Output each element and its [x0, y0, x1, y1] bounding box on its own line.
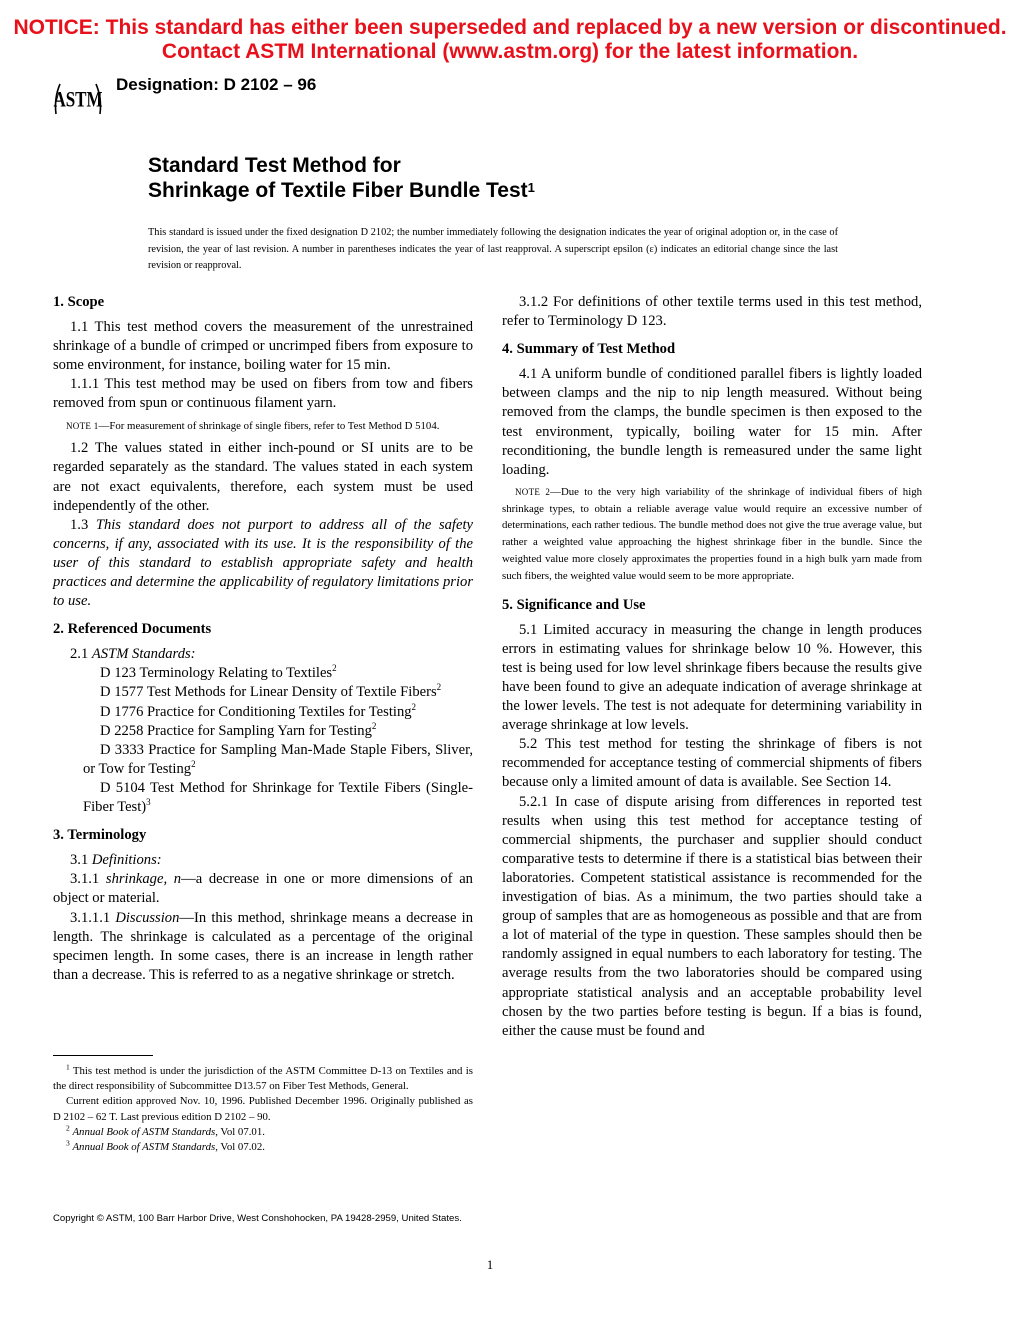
reference-item: D 5104 Test Method for Shrinkage for Textile Fibers (Single-Fiber Test)$^3$ [83, 779, 473, 816]
reference-item: D 3333 Practice for Sampling Man-Made Staple Fibers, Sliver, or Tow for Testing$^2$ [83, 741, 473, 777]
paragraph-4-1: 4.1 A uniform bundle of conditioned parallel fibers is lightly loaded between clamps and the nip to nip length measured. Without being removed from the clamps, the bundle specimen is then exposed to the test environment, typically, boiling water for 15 min. After reconditioning, the bundle length is remeasured under the same light loading. [502, 366, 922, 478]
paragraph-1-3: 1.3 This standard does not purport to address all of the safety concerns, if any, associated with its use. It is the responsibility of the user of this standard to establish appropriate safety and health practices and determine the applicability of regulatory limitations prior to use. [53, 516, 473, 610]
footnote-2: $^2$ Annual Book of ASTM Standards, Vol 07.01. [66, 1123, 265, 1138]
notice-line-2: Contact ASTM International (www.astm.org) for the latest information. [161, 40, 859, 63]
copyright: Copyright © ASTM, 100 Barr Harbor Drive, West Conshohocken, PA 19428-2959, United States. [53, 1213, 462, 1224]
section-heading-summary: 4. Summary of Test Method [502, 341, 676, 358]
paragraph-2-1: 2.1 ASTM Standards: [70, 646, 196, 663]
reference-item: D 123 Terminology Relating to Textiles$^2$ [100, 663, 337, 682]
paragraph-5-2-1: 5.2.1 In case of dispute arising from differences in reported test results when using this test method for acceptance testing of commercial shipments, the purchaser and supplier should conduct comparative tests to determine if there is a statistical bias between their laboratories. Competent statistical assistance is recommended for the investigation of bias. As a minimum, the two parties should take a group of samples that are as homogeneous as possible and that are from a lot of material of the type in question. These samples should then be randomly assigned in equal numbers to each laboratory for testing. The average results from the two laboratories should be compared using appropriate statistical analysis and an acceptable probability level chosen by the two parties before testing is begun. If a bias is found, either the cause must be found and [502, 793, 922, 1039]
footnote-3: $^3$ Annual Book of ASTM Standards, Vol 07.02. [66, 1138, 265, 1154]
footnote-rule [53, 1055, 153, 1056]
title-line-1: Standard Test Method for [148, 154, 401, 177]
paragraph-5-1: 5.1 Limited accuracy in measuring the change in length produces errors in estimating values for shrinkage below 10 %. However, this test is being used for low level shrinkage fibers because the results give have been found to give an adequate indication of average shrinkage at the lower levels. The test is not adequate for determining variability in average shrinkage at low levels. [502, 621, 922, 734]
title-footnote-mark: 1 [527, 180, 535, 195]
current-edition-note: Current edition approved Nov. 10, 1996. Published December 1996. Originally published as D 2102 – 62 T. Last previous edition D 2102 – 90. [53, 1095, 473, 1123]
astm-logo-icon [52, 78, 104, 118]
designation: Designation: D 2102 – 96 [116, 75, 317, 94]
note-2: NOTE 2—Due to the very high variability of the shrinkage of individual fibers of high shrinkage types, to obtain a reliable average value would require an excessive number of determinations, each rather tedious. The bundle method does not give the true average value, but rather a weighted value approaching the highest shrinkage fiber in the bundle. Since the weighted value more closely approximates the properties found in a high bulk yarn made from such fibers, the weighted value would seem to be more appropriate. [502, 485, 922, 582]
reference-item: D 1776 Practice for Conditioning Textiles for Testing$^2$ [100, 701, 417, 720]
section-heading-referenced-documents: 2. Referenced Documents [53, 621, 212, 638]
reference-item: D 2258 Practice for Sampling Yarn for Testing$^2$ [100, 720, 377, 739]
issue-statement: This standard is issued under the fixed designation D 2102; the number immediately following the designation indicates the year of original adoption or, in the case of revision, the year of last revision. A number in parentheses indicates the year of last reapproval. A superscript epsilon (ε) indicates an editorial change since the last revision or reapproval. [148, 227, 838, 271]
paragraph-3-1-1: 3.1.1 shrinkage, n—a decrease in one or more dimensions of an object or material. [53, 871, 473, 907]
section-heading-scope: 1. Scope [53, 294, 105, 310]
right-column [502, 293, 922, 1041]
page-number: 1 [486, 1257, 494, 1272]
paragraph-3-1: 3.1 Definitions: [70, 852, 162, 869]
reference-item: D 1577 Test Methods for Linear Density of Textile Fibers$^2$ [100, 682, 442, 701]
paragraph-3-1-1-1: 3.1.1.1 Discussion—In this method, shrinkage means a decrease in length. The shrinkage is calculated as a percentage of the original specimen length. In some cases, there is an increase in length rather than a decrease. This is referred to as a negative shrinkage or stretch. [53, 909, 474, 983]
section-heading-terminology: 3. Terminology [53, 827, 147, 844]
paragraph-1-1-1: 1.1.1 This test method may be used on fibers from tow and fibers removed from spun or continuous filament yarn. [53, 376, 473, 412]
paragraph-1-1: 1.1 This test method covers the measurement of the unrestrained shrinkage of a bundle of crimped or uncrimped fibers from exposure to some environment, for instance, boiling water for 15 min. [53, 319, 473, 374]
paragraph-3-1-2: 3.1.2 For definitions of other textile terms used in this test method, refer to Terminology D 123. [502, 294, 922, 330]
left-column [53, 293, 473, 985]
notice-line-1: NOTICE: This standard has either been superseded and replaced by a new version or discontinued. [13, 16, 1007, 39]
paragraph-1-2: 1.2 The values stated in either inch-pound or SI units are to be regarded separately as the standard. The values stated in each system are not exact equivalents, therefore, each system must be used independently of the other. [53, 440, 473, 514]
logo-text: ASTM [53, 87, 103, 113]
document-title [148, 153, 535, 203]
footnotes [53, 1064, 473, 1155]
paragraph-5-2: 5.2 This test method for testing the shrinkage of fibers is not recommended for acceptance testing of commercial shipments of fibers because only a limited amount of data is available. See Section 14. [502, 736, 922, 791]
note-1: NOTE 1—For measurement of shrinkage of single fibers, refer to Test Method D 5104. [66, 419, 440, 432]
footnote-1: $^1$ This test method is under the jurisdiction of the ASTM Committee D-13 on Textiles and is the direct responsibility of Subcommittee D13.57 on Fiber Test Methods, General. [53, 1062, 473, 1093]
section-heading-significance: 5. Significance and Use [502, 596, 646, 613]
title-line-2: Shrinkage of Textile Fiber Bundle Test$^1$ [148, 179, 535, 202]
